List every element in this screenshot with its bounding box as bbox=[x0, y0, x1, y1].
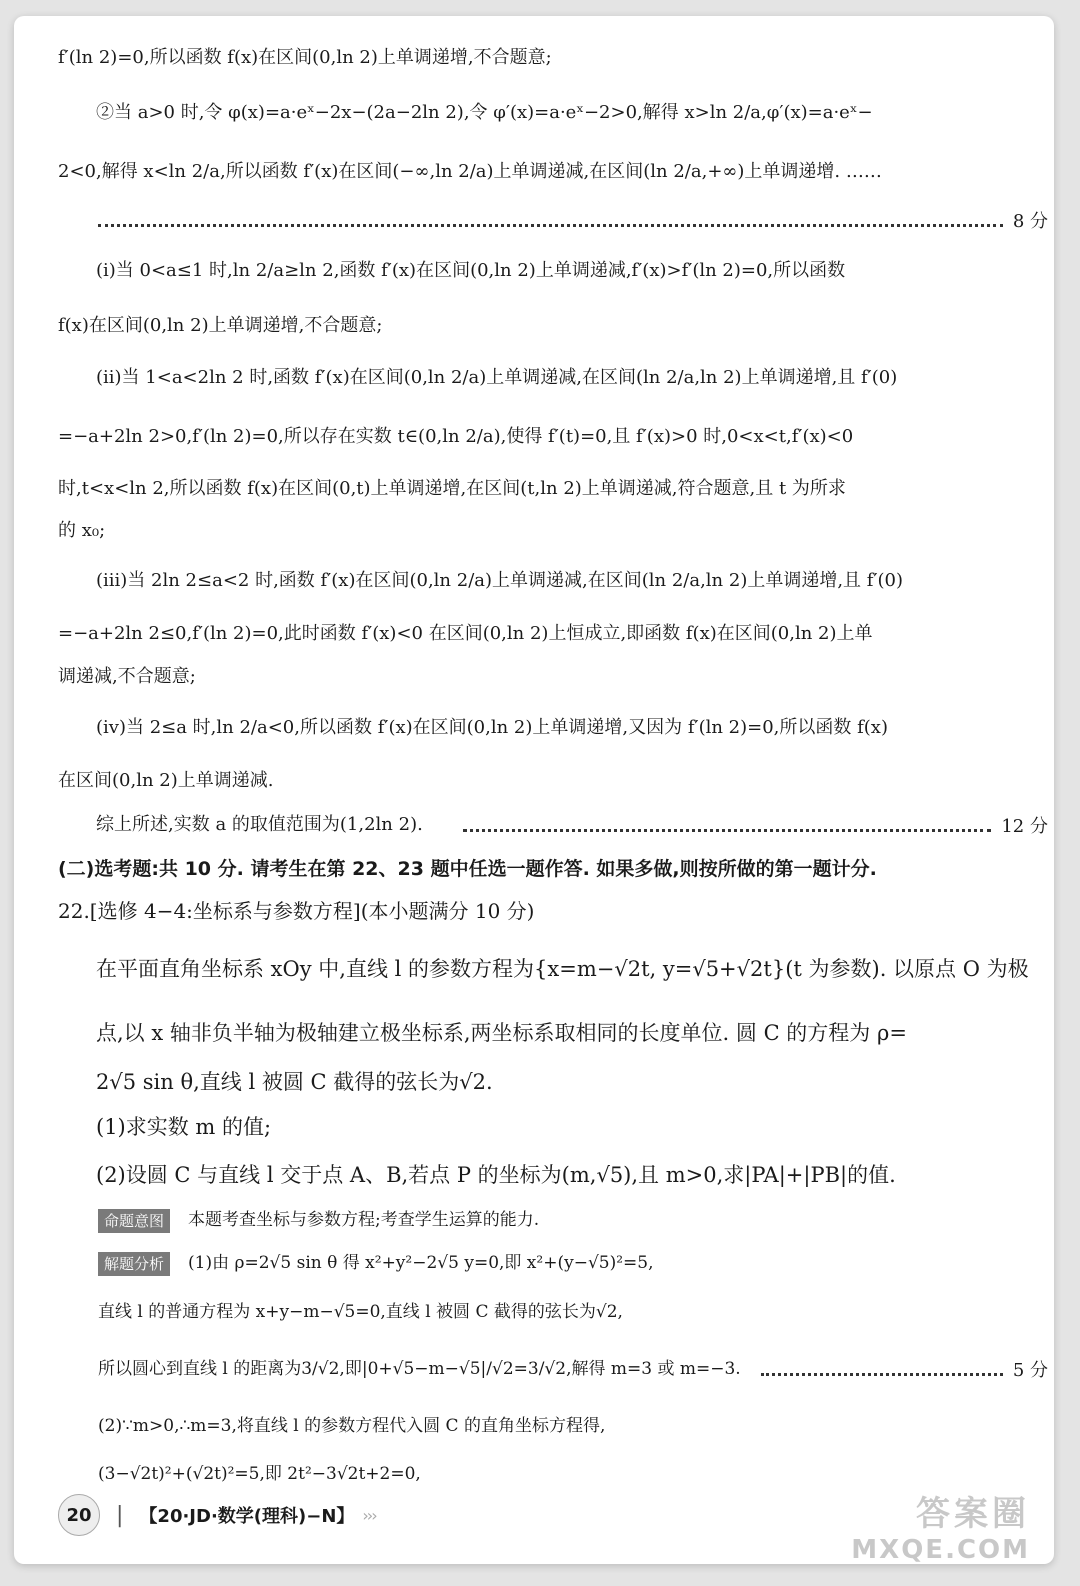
analysis-tag: 解题分析 bbox=[98, 1252, 170, 1276]
text-line: (ⅰ)当 0<a≤1 时,ln 2/a≥ln 2,函数 f′(x)在区间(0,ln 2)上单调递减,f′(x)>f′(ln 2)=0,所以函数 bbox=[96, 260, 846, 281]
chevron-right-icon: ››› bbox=[362, 1505, 376, 1525]
solution-line: 所以圆心到直线 l 的距离为3/√2,即|0+√5−m−√5|/√2=3/√2,解得 m=3 或 m=−3. bbox=[98, 1359, 741, 1379]
text-line: (ⅲ)当 2ln 2≤a<2 时,函数 f′(x)在区间(0,ln 2/a)上单调递减,在区间(ln 2/a,ln 2)上单调递增,且 f′(0) bbox=[96, 570, 904, 591]
watermark bbox=[851, 1486, 1030, 1564]
intent-text: 本题考查坐标与参数方程;考查学生运算的能力. bbox=[188, 1210, 540, 1230]
text-line: ②当 a>0 时,令 φ(x)=a·eˣ−2x−(2a−2ln 2),令 φ′(x)=a·eˣ−2>0,解得 x>ln 2/a,φ′(x)=a·eˣ− bbox=[96, 102, 873, 123]
text-line: 2<0,解得 x<ln 2/a,所以函数 f′(x)在区间(−∞,ln 2/a)上单调递减,在区间(ln 2/a,+∞)上单调递增. …… bbox=[58, 161, 882, 182]
page-number: 20 bbox=[58, 1494, 100, 1536]
question-text: 在平面直角坐标系 xOy 中,直线 l 的参数方程为{x=m−√2t, y=√5+√2t}(t 为参数). 以原点 O 为极 bbox=[96, 957, 1029, 981]
page-content bbox=[58, 34, 1048, 1496]
question-part: (1)求实数 m 的值; bbox=[96, 1115, 272, 1139]
solution-text: (1)由 ρ=2√5 sin θ 得 x²+y²−2√5 y=0,即 x²+(y−√5)²=5, bbox=[188, 1253, 654, 1273]
score: 8 分 bbox=[1012, 211, 1048, 232]
paper-code: 【20·JD·数学(理科)−N】 bbox=[139, 1506, 355, 1527]
document-page bbox=[14, 16, 1054, 1564]
footer-divider: | bbox=[116, 1502, 124, 1528]
text-line: (ⅳ)当 2≤a 时,ln 2/a<0,所以函数 f′(x)在区间(0,ln 2)上单调递增,又因为 f′(ln 2)=0,所以函数 f(x) bbox=[96, 717, 888, 738]
text-line: 在区间(0,ln 2)上单调递减. bbox=[58, 770, 274, 791]
question-text: 2√5 sin θ,直线 l 被圆 C 截得的弦长为√2. bbox=[96, 1070, 493, 1094]
section-heading: (二)选考题:共 10 分. 请考生在第 22、23 题中任选一题作答. 如果多做,则按所做的第一题计分. bbox=[58, 858, 877, 880]
text-line: =−a+2ln 2>0,f′(ln 2)=0,所以存在实数 t∈(0,ln 2/a),使得 f′(t)=0,且 f′(x)>0 时,0<x<t,f′(x)<0 bbox=[58, 426, 854, 447]
solution-line: 直线 l 的普通方程为 x+y−m−√5=0,直线 l 被圆 C 截得的弦长为√2, bbox=[98, 1302, 623, 1322]
analysis-line bbox=[58, 1240, 1048, 1286]
score-line bbox=[58, 1338, 1048, 1400]
solution-line: (2)∵m>0,∴m=3,将直线 l 的参数方程代入圆 C 的直角坐标方程得, bbox=[98, 1416, 606, 1436]
dot-leader bbox=[98, 214, 1003, 227]
text-line: (ⅱ)当 1<a<2ln 2 时,函数 f′(x)在区间(0,ln 2/a)上单调递减,在区间(ln 2/a,ln 2)上单调递增,且 f′(0) bbox=[96, 367, 898, 388]
watermark-url: MXQE.COM bbox=[851, 1535, 1030, 1564]
intent-tag: 命题意图 bbox=[98, 1209, 170, 1233]
text-line: f′(ln 2)=0,所以函数 f(x)在区间(0,ln 2)上单调递增,不合题意; bbox=[58, 47, 552, 68]
text-line: 调递减,不合题意; bbox=[58, 666, 196, 687]
text-line: 的 x₀; bbox=[58, 520, 106, 541]
score: 12 分 bbox=[1001, 816, 1048, 837]
question-part: (2)设圆 C 与直线 l 交于点 A、B,若点 P 的坐标为(m,√5),且 m>0,求|PA|+|PB|的值. bbox=[96, 1163, 896, 1187]
score-line bbox=[58, 802, 1048, 848]
text-line: 时,t<x<ln 2,所以函数 f(x)在区间(0,t)上单调递增,在区间(t,ln 2)上单调递减,符合题意,且 t 为所求 bbox=[58, 478, 846, 499]
solution-line: (3−√2t)²+(√2t)²=5,即 2t²−3√2t+2=0, bbox=[98, 1464, 421, 1484]
question-title: 22.[选修 4−4:坐标系与参数方程](本小题满分 10 分) bbox=[58, 899, 535, 923]
page-footer bbox=[58, 1494, 376, 1536]
question-text: 点,以 x 轴非负半轴为极轴建立极坐标系,两坐标系取相同的长度单位. 圆 C 的方程为 ρ= bbox=[96, 1021, 907, 1045]
dot-leader bbox=[761, 1363, 1003, 1376]
text-line: 综上所述,实数 a 的取值范围为(1,2ln 2). bbox=[96, 814, 423, 835]
text-line: =−a+2ln 2≤0,f′(ln 2)=0,此时函数 f′(x)<0 在区间(0,ln 2)上恒成立,即函数 f(x)在区间(0,ln 2)上单 bbox=[58, 623, 873, 644]
text-line: f(x)在区间(0,ln 2)上单调递增,不合题意; bbox=[58, 315, 383, 336]
dot-leader bbox=[463, 819, 992, 832]
watermark-logo: 答案圈 bbox=[916, 1494, 1030, 1534]
score-line bbox=[58, 200, 1048, 240]
intent-line bbox=[58, 1200, 1048, 1240]
score: 5 分 bbox=[1012, 1360, 1048, 1381]
